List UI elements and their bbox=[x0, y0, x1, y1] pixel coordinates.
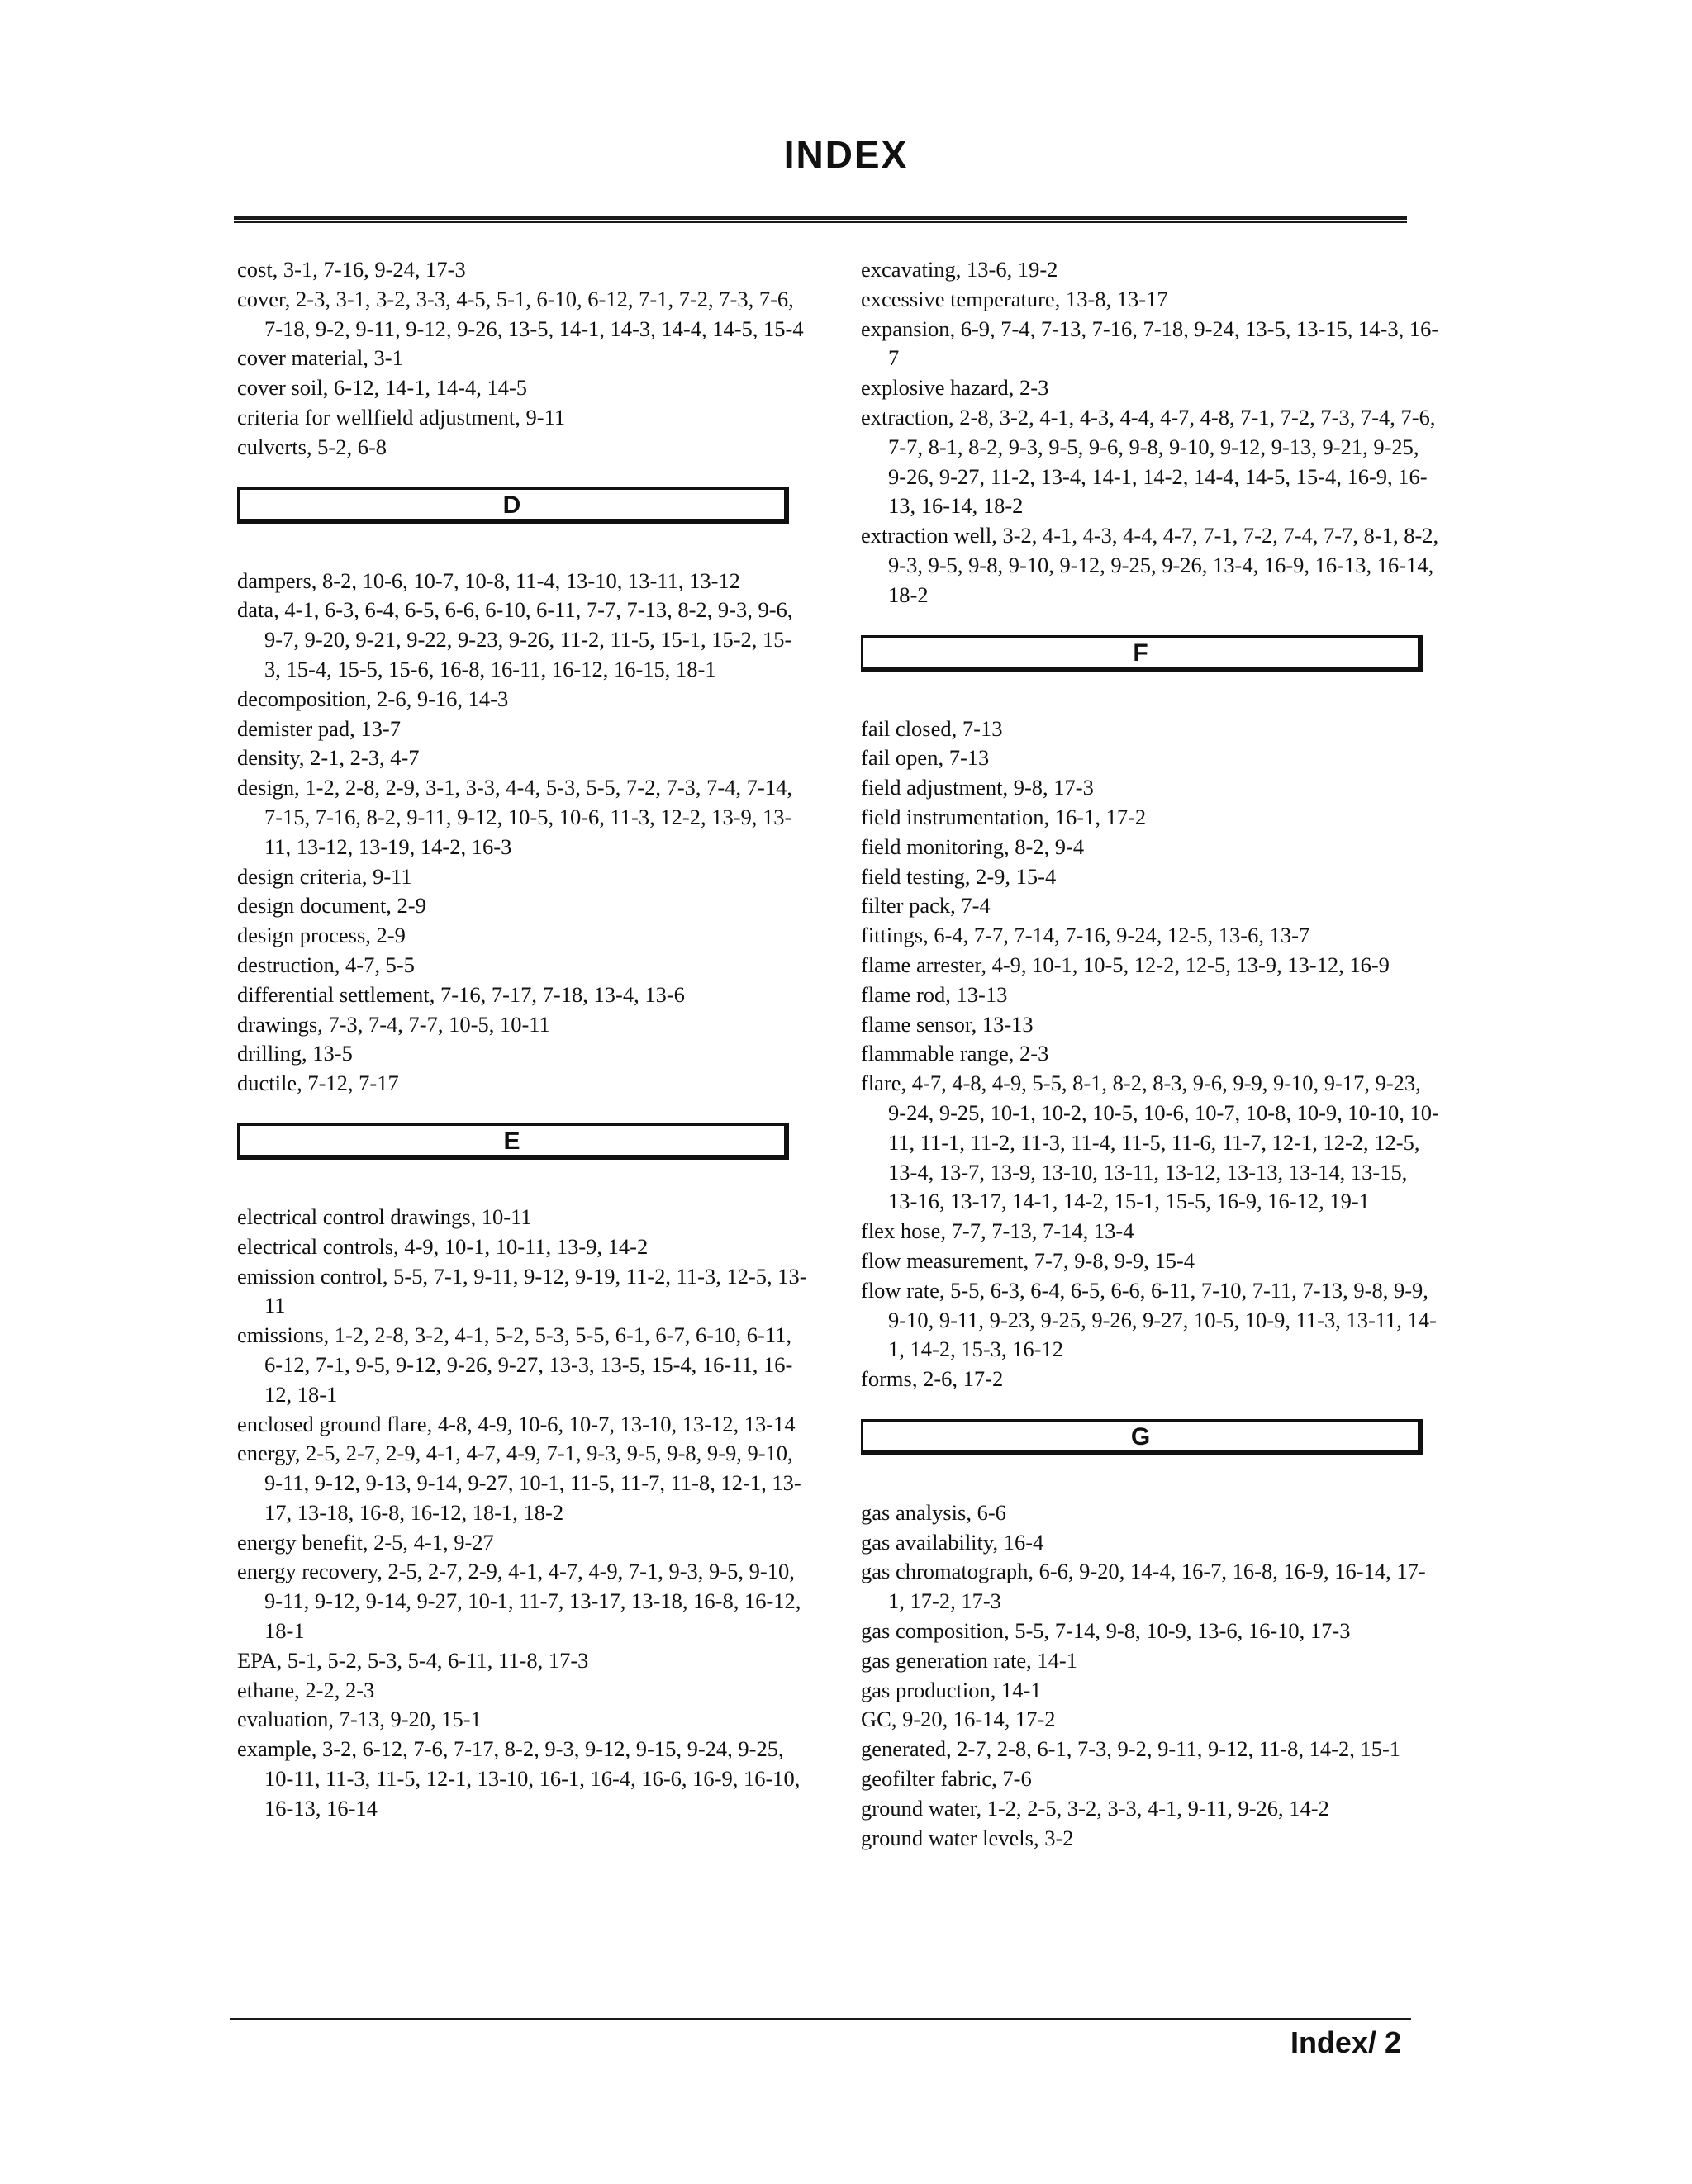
page-title: INDEX bbox=[783, 133, 909, 176]
index-entry: field testing, 2-9, 15-4 bbox=[861, 863, 1057, 889]
index-entry: cost, 3-1, 7-16, 9-24, 17-3 bbox=[237, 257, 466, 282]
index-entry: drilling, 13-5 bbox=[237, 1041, 353, 1066]
index-entry: cover, 2-3, 3-1, 3-2, 3-3, 4-5, 5-1, 6-10, 6-12, 7-1, 7-2, 7-3, 7-6, 7-18, 9-2, 9-11, 9-12, 9-26, 13-5, 14-1, 14-3, 14-4, 14-5, 15-4 bbox=[237, 286, 804, 341]
index-entry: field adjustment, 9-8, 17-3 bbox=[861, 775, 1094, 800]
index-entry: criteria for wellfield adjustment, 9-11 bbox=[237, 404, 566, 430]
index-entry: fail open, 7-13 bbox=[861, 745, 990, 771]
index-entry: emission control, 5-5, 7-1, 9-11, 9-12, 9-19, 11-2, 11-3, 12-5, 13-11 bbox=[237, 1263, 807, 1318]
index-entry: gas analysis, 6-6 bbox=[861, 1499, 1006, 1525]
index-entry: fittings, 6-4, 7-7, 7-14, 7-16, 9-24, 12-5, 13-6, 13-7 bbox=[861, 923, 1310, 948]
index-entry: flow rate, 5-5, 6-3, 6-4, 6-5, 6-6, 6-11, 7-10, 7-11, 7-13, 9-8, 9-9, 9-10, 9-11, 9-23, 9-25, 9-26, 9-27, 10-5, 10-9, 11-3, 13-11, 14-1, 14-2, 15-3, 16-12 bbox=[861, 1277, 1437, 1362]
index-entry: ground water, 1-2, 2-5, 3-2, 3-3, 4-1, 9-11, 9-26, 14-2 bbox=[861, 1795, 1329, 1821]
index-entry: EPA, 5-1, 5-2, 5-3, 5-4, 6-11, 11-8, 17-3 bbox=[237, 1647, 589, 1673]
entries-e bbox=[237, 1203, 807, 1824]
index-entry: flame rod, 13-13 bbox=[861, 981, 1008, 1007]
section-header-f: F bbox=[861, 635, 1423, 672]
index-entry: geofilter fabric, 7-6 bbox=[861, 1766, 1032, 1792]
index-entry: flare, 4-7, 4-8, 4-9, 5-5, 8-1, 8-2, 8-3, 9-6, 9-9, 9-10, 9-17, 9-23, 9-24, 9-25, 10-1, 10-2, 10-5, 10-6, 10-7, 10-8, 10-9, 10-10, 10-11, 11-1, 11-2, 11-3, 11-4, 11-5, 11-6, 11-7, 12-1, 12-2, 12-5, 13-4, 13-7, 13-9, 13-10, 13-11, 13-12, 13-13, 13-14, 13-15, 13-16, 13-17, 14-1, 14-2, 15-1, 15-5, 16-9, 16-12, 19-1 bbox=[861, 1071, 1439, 1214]
index-entry: expansion, 6-9, 7-4, 7-13, 7-16, 7-18, 9-24, 13-5, 13-15, 14-3, 16-7 bbox=[861, 316, 1439, 371]
index-entry: extraction, 2-8, 3-2, 4-1, 4-3, 4-4, 4-7, 4-8, 7-1, 7-2, 7-3, 7-4, 7-6, 7-7, 8-1, 8-2, 9-3, 9-5, 9-6, 9-8, 9-10, 9-12, 9-13, 9-21, 9-25, 9-26, 9-27, 11-2, 13-4, 14-1, 14-2, 14-4, 14-5, 15-4, 16-9, 16-13, 16-14, 18-2 bbox=[861, 404, 1436, 519]
index-entry: generated, 2-7, 2-8, 6-1, 7-3, 9-2, 9-11, 9-12, 11-8, 14-2, 15-1 bbox=[861, 1736, 1401, 1762]
index-entry: dampers, 8-2, 10-6, 10-7, 10-8, 11-4, 13-10, 13-11, 13-12 bbox=[237, 567, 740, 593]
index-entry: field instrumentation, 16-1, 17-2 bbox=[861, 804, 1147, 829]
title-rule bbox=[234, 216, 1407, 223]
index-entry: ground water levels, 3-2 bbox=[861, 1825, 1074, 1850]
index-entry: demister pad, 13-7 bbox=[237, 715, 401, 741]
index-entry: example, 3-2, 6-12, 7-6, 7-17, 8-2, 9-3, 9-12, 9-15, 9-24, 9-25, 10-11, 11-3, 11-5, 12-1, 13-10, 16-1, 16-4, 16-6, 16-9, 16-10, 16-13, 16-14 bbox=[237, 1736, 801, 1821]
index-entry: drawings, 7-3, 7-4, 7-7, 10-5, 10-11 bbox=[237, 1011, 550, 1037]
index-entry: excavating, 13-6, 19-2 bbox=[861, 257, 1058, 282]
footer-rule bbox=[230, 2018, 1411, 2020]
index-entry: ductile, 7-12, 7-17 bbox=[237, 1071, 399, 1096]
index-entry: energy recovery, 2-5, 2-7, 2-9, 4-1, 4-7, 4-9, 7-1, 9-3, 9-5, 9-10, 9-11, 9-12, 9-14, 9-27, 10-1, 11-7, 13-17, 13-18, 16-8, 16-12, 18-1 bbox=[237, 1559, 801, 1644]
left-column bbox=[237, 255, 807, 1824]
index-entry: energy benefit, 2-5, 4-1, 9-27 bbox=[237, 1529, 494, 1555]
index-entry: destruction, 4-7, 5-5 bbox=[237, 952, 415, 977]
index-entry: design criteria, 9-11 bbox=[237, 863, 412, 889]
index-entry: differential settlement, 7-16, 7-17, 7-18, 13-4, 13-6 bbox=[237, 981, 685, 1007]
index-entry: density, 2-1, 2-3, 4-7 bbox=[237, 745, 420, 771]
index-entry: data, 4-1, 6-3, 6-4, 6-5, 6-6, 6-10, 6-11, 7-7, 7-13, 8-2, 9-3, 9-6, 9-7, 9-20, 9-21, 9-22, 9-23, 9-26, 11-2, 11-5, 15-1, 15-2, 15-3, 15-4, 15-5, 15-6, 16-8, 16-11, 16-12, 16-15, 18-1 bbox=[237, 597, 793, 681]
index-entry: gas generation rate, 14-1 bbox=[861, 1647, 1077, 1673]
index-entry: ethane, 2-2, 2-3 bbox=[237, 1677, 375, 1702]
index-entry: design document, 2-9 bbox=[237, 893, 426, 919]
entries-f bbox=[861, 715, 1439, 1394]
index-entry: decomposition, 2-6, 9-16, 14-3 bbox=[237, 686, 509, 711]
index-entry: gas availability, 16-4 bbox=[861, 1529, 1044, 1555]
index-entry: culverts, 5-2, 6-8 bbox=[237, 434, 387, 459]
entries-d bbox=[237, 567, 807, 1099]
index-entry: cover soil, 6-12, 14-1, 14-4, 14-5 bbox=[237, 375, 528, 401]
right-column bbox=[861, 255, 1439, 1853]
index-entry: flame arrester, 4-9, 10-1, 10-5, 12-2, 12-5, 13-9, 13-12, 16-9 bbox=[861, 952, 1390, 977]
index-entry: filter pack, 7-4 bbox=[861, 893, 991, 919]
index-entry: flex hose, 7-7, 7-13, 7-14, 13-4 bbox=[861, 1218, 1134, 1244]
index-entry: gas production, 14-1 bbox=[861, 1677, 1042, 1702]
index-entry: field monitoring, 8-2, 9-4 bbox=[861, 833, 1085, 859]
entries-e-continued bbox=[861, 255, 1439, 610]
index-entry: enclosed ground flare, 4-8, 4-9, 10-6, 10-7, 13-10, 13-12, 13-14 bbox=[237, 1411, 796, 1436]
section-header-d: D bbox=[237, 487, 789, 524]
index-entry: fail closed, 7-13 bbox=[861, 715, 1003, 741]
entries-g bbox=[861, 1498, 1439, 1854]
index-entry: GC, 9-20, 16-14, 17-2 bbox=[861, 1707, 1056, 1732]
index-entry: flow measurement, 7-7, 9-8, 9-9, 15-4 bbox=[861, 1247, 1195, 1273]
index-entry: electrical controls, 4-9, 10-1, 10-11, 13-9, 14-2 bbox=[237, 1233, 649, 1259]
section-header-e: E bbox=[237, 1123, 789, 1160]
index-entry: gas chromatograph, 6-6, 9-20, 14-4, 16-7, 16-8, 16-9, 16-14, 17-1, 17-2, 17-3 bbox=[861, 1559, 1426, 1614]
index-entry: design process, 2-9 bbox=[237, 923, 406, 948]
index-entry: excessive temperature, 13-8, 13-17 bbox=[861, 286, 1168, 311]
index-entry: extraction well, 3-2, 4-1, 4-3, 4-4, 4-7, 7-1, 7-2, 7-4, 7-7, 8-1, 8-2, 9-3, 9-5, 9-8, 9-10, 9-12, 9-25, 9-26, 13-4, 16-9, 16-13, 16-14, 18-2 bbox=[861, 523, 1439, 607]
index-entry: gas composition, 5-5, 7-14, 9-8, 10-9, 13-6, 16-10, 17-3 bbox=[861, 1618, 1351, 1644]
index-entry: explosive hazard, 2-3 bbox=[861, 375, 1049, 401]
index-entry: flammable range, 2-3 bbox=[861, 1041, 1049, 1066]
index-entry: energy, 2-5, 2-7, 2-9, 4-1, 4-7, 4-9, 7-1, 9-3, 9-5, 9-8, 9-9, 9-10, 9-11, 9-12, 9-13, 9-14, 9-27, 10-1, 11-5, 11-7, 11-8, 12-1, 13-17, 13-18, 16-8, 16-12, 18-1, 18-2 bbox=[237, 1441, 801, 1525]
section-header-g: G bbox=[861, 1419, 1423, 1455]
index-entry: flame sensor, 13-13 bbox=[861, 1011, 1034, 1037]
entries-c bbox=[237, 255, 807, 463]
index-entry: forms, 2-6, 17-2 bbox=[861, 1366, 1004, 1392]
index-entry: emissions, 1-2, 2-8, 3-2, 4-1, 5-2, 5-3, 5-5, 6-1, 6-7, 6-10, 6-11, 6-12, 7-1, 9-5, 9-12, 9-26, 9-27, 13-3, 13-5, 15-4, 16-11, 16-12, 18-1 bbox=[237, 1322, 793, 1407]
index-entry: electrical control drawings, 10-11 bbox=[237, 1204, 532, 1229]
index-entry: cover material, 3-1 bbox=[237, 345, 403, 371]
index-entry: evaluation, 7-13, 9-20, 15-1 bbox=[237, 1707, 482, 1732]
page-number: Index/ 2 bbox=[1290, 2025, 1401, 2059]
index-entry: design, 1-2, 2-8, 2-9, 3-1, 3-3, 4-4, 5-3, 5-5, 7-2, 7-3, 7-4, 7-14, 7-15, 7-16, 8-2, 9-11, 9-12, 10-5, 10-6, 11-3, 12-2, 13-9, 13-11, 13-12, 13-19, 14-2, 16-3 bbox=[237, 775, 792, 859]
